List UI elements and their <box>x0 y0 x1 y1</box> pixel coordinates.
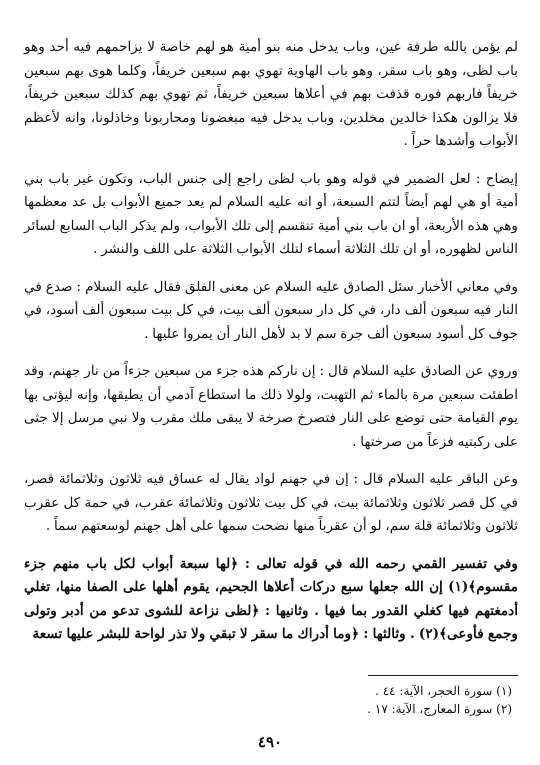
paragraph-2: إيضاح : لعل الضمير في قوله وهو باب لظى راجع إلى جنس الباب، وتكون غير باب بني أمية أو هي لهم أيضاً لتتم السبعة، أو انه عليه السلام لم يعد جميع الأبواب بل عد معظمها وهي هذه الأربعة، أو ان باب بني أمية تنقسم إلى تلك الأبواب، ولم يذكر الباب السابع لسائر الناس لظهوره، أو ان تلك الثلاثة أسماء لتلك الأبواب الثلاثة على اللف والنشر . <box>24 170 518 257</box>
paragraph-3: وفي معاني الأخبار سئل الصادق عليه السلام عن معنى الفلق فقال عليه السلام : صدع في النار فيه سبعون ألف دار، في كل دار سبعون ألف بيت، في كل بيت سبعون ألف أسود، في جوف كل أسود سبعون ألف جرة سم لا بد لأهل النار أن يمروا عليها . <box>24 278 518 342</box>
footnote-2: (٢) سورة المعارج، الآية: ١٧ . <box>367 702 512 716</box>
footnotes <box>367 682 518 718</box>
footnote-1: (١) سورة الحجر، الآية: ٤٤ . <box>375 684 512 698</box>
paragraph-5: وعن الباقر عليه السلام قال : إن في جهنم لواد يقال له عساق فيه ثلاثون وثلاثمائة قصر، في كل قصر ثلاثون وثلاثمائة بيت، في كل بيت ثلاثون وثلاثمائة عقرب، في حمة كل عقرب ثلاثون وثلاثمائة قلة سم، لو أن عقرباً منها نضحت سمها على أهل جهنم لوسعتهم سماً . <box>24 471 518 534</box>
footnote-divider <box>368 675 518 676</box>
page-number: ٤٩٠ <box>257 733 283 751</box>
paragraph-4: وروي عن الصادق عليه السلام قال : إن ناركم هذه جزء من سبعين جزءاً من نار جهنم، وقد اطفئت سبعين مرة بالماء ثم التهبت، ولولا ذلك ما استطاع آدمي أن يطيقها، وإنه ليؤتى بها يوم القيامة حتى توضع على النار فتصرخ صرخة لا يبقى ملك مقرب ولا نبي مرسل إلا جثى على ركبتيه فزعاً من صرختها . <box>24 363 518 450</box>
paragraph-1: لم يؤمن بالله طرفة عين، وباب يدخل منه بنو أمية هو لهم خاصة لا يزاحمهم فيه أحد وهو باب لظى، وهو باب سقر، وهو باب الهاوية تهوي بهم سبعين خريفاً، وكلما هوى بهم سبعين خريفاً فاربهم فوره قذفت بهم في أعلاها سبعين خريفاً، ثم تهوي بهم كذلك سبعين خريفاً، فلا يزالون هكذا خالدين مخلدين، وباب يدخل فيه مبغضونا ومحاربونا وخاذلونا، وانه لأعظم الأبواب وأشدها حراً . <box>24 39 518 149</box>
paragraph-6: وفي تفسير القمي رحمه الله في قوله تعالى : ﴿لها سبعة أبواب لكل باب منهم جزء مقسوم﴾(١) إن الله جعلها سبع دركات أعلاها الجحيم، يقوم أهلها على الصفا منها، تغلي أدمغتهم فيها كغلي القدور بما فيها . وثانيها : ﴿لظى نزاعة للشوى تدعو من أدبر وتولى وجمع فأوعى﴾(٢) . وثالثها : ﴿وما أدراك ما سقر لا تبقي ولا تذر لواحة للبشر عليها تسعة <box>24 555 518 642</box>
